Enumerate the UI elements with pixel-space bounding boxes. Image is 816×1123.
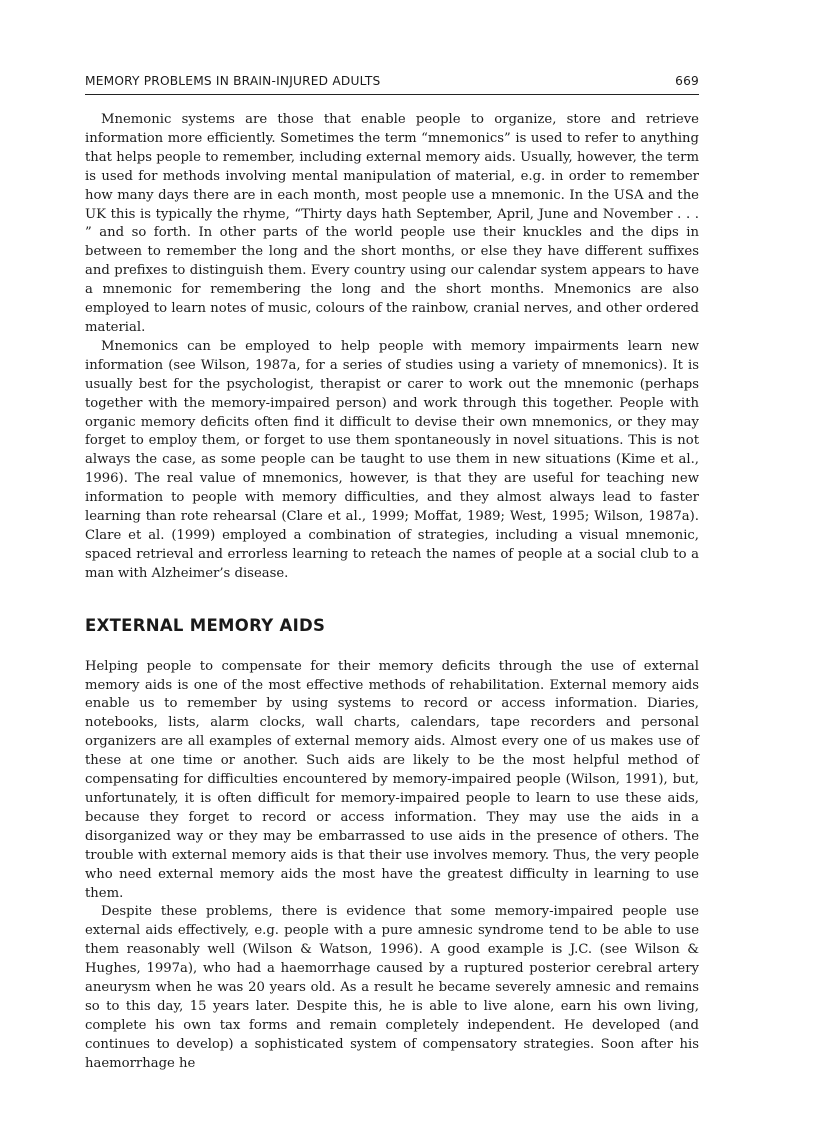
body-text — [85, 111, 699, 1074]
page-number: 669 — [675, 74, 699, 88]
paragraph-mnemonic-systems: Mnemonic systems are those that enable people to organize, store and retrieve information more efficiently. Sometimes the term “mnemonics” is used to refer to anything that helps people to remember, including external memory aids. Usually, however, the term is used for methods involving mental manipulation of material, e.g. in order to remember how many days there are in each month, most people use a mnemonic. In the USA and the UK this is typically the rhyme, “Thirty days hath September, April, June and November . . . ” and so forth. In other parts of the world people use their knuckles and the dips in between to remember the long and the short months, or else they have different suffixes and prefixes to distinguish them. Every country using our calendar system appears to have a mnemonic for remembering the long and the short months. Mnemonics are also employed to learn notes of music, colours of the rainbow, cranial nerves, and other ordered material. — [85, 112, 699, 335]
section-heading-external-memory-aids: EXTERNAL MEMORY AIDS — [85, 615, 326, 635]
paragraph-external-aids-intro: Helping people to compensate for their memory deficits through the use of external memory aids is one of the most effective methods of rehabilitation. External memory aids enable us to remember by using systems to record or access information. Diaries, notebooks, lists, alarm clocks, wall charts, calendars, tape recorders and personal organizers are all examples of external memory aids. Almost every one of us makes use of these at one time or another. Such aids are likely to be the most helpful method of compensating for difficulties encountered by memory-impaired people (Wilson, 1991), but, unfortunately, it is often difficult for memory-impaired people to learn to use these aids, because they forget to record or access information. They may use the aids in a disorganized way or they may be embarrassed to use aids in the presence of others. The trouble with external memory aids is that their use involves memory. Thus, the very people who need external memory aids the most have the greatest difficulty in learning to use them. — [85, 658, 699, 901]
paragraph-despite-problems: Despite these problems, there is evidence that some memory-impaired people use external aids effectively, e.g. people with a pure amnesic syndrome tend to be able to use them reasonably well (Wilson & Watson, 1996). A good example is J.C. (see Wilson & Hughes, 1997a), who had a haemorrhage caused by a ruptured posterior cerebral artery aneurysm when he was 20 years old. As a result he became severely amnesic and remains so to this day, 15 years later. Despite this, he is able to live alone, earn his own living, complete his own tax forms and remain completely independent. He developed (and continues to develop) a sophisticated system of compensatory strategies. Soon after his haemorrhage he — [85, 904, 699, 1071]
running-title: MEMORY PROBLEMS IN BRAIN-INJURED ADULTS — [85, 74, 381, 88]
paragraph-mnemonics-memory-impairments: Mnemonics can be employed to help people with memory impairments learn new information (see Wilson, 1987a, for a series of studies using a variety of mnemonics). It is usually best for the psychologist, therapist or carer to work out the mnemonic (perhaps together with the memory-impaired person) and work through this together. People with organic memory deficits often find it difficult to devise their own mnemonics, or they may forget to employ them, or forget to use them spontaneously in novel situations. This is not always the case, as some people can be taught to use them in new situations (Kime et al., 1996). The real value of mnemonics, however, is that they are useful for teaching new information to people with memory difficulties, and they almost always lead to faster learning than rote rehearsal (Clare et al., 1999; Moffat, 1989; West, 1995; Wilson, 1987a). Clare et al. (1999) employed a combination of strategies, including a visual mnemonic, spaced retrieval and errorless learning to reteach the names of people at a social club to a man with Alzheimer’s disease. — [85, 338, 699, 581]
page — [85, 72, 699, 1074]
running-head — [85, 72, 699, 95]
